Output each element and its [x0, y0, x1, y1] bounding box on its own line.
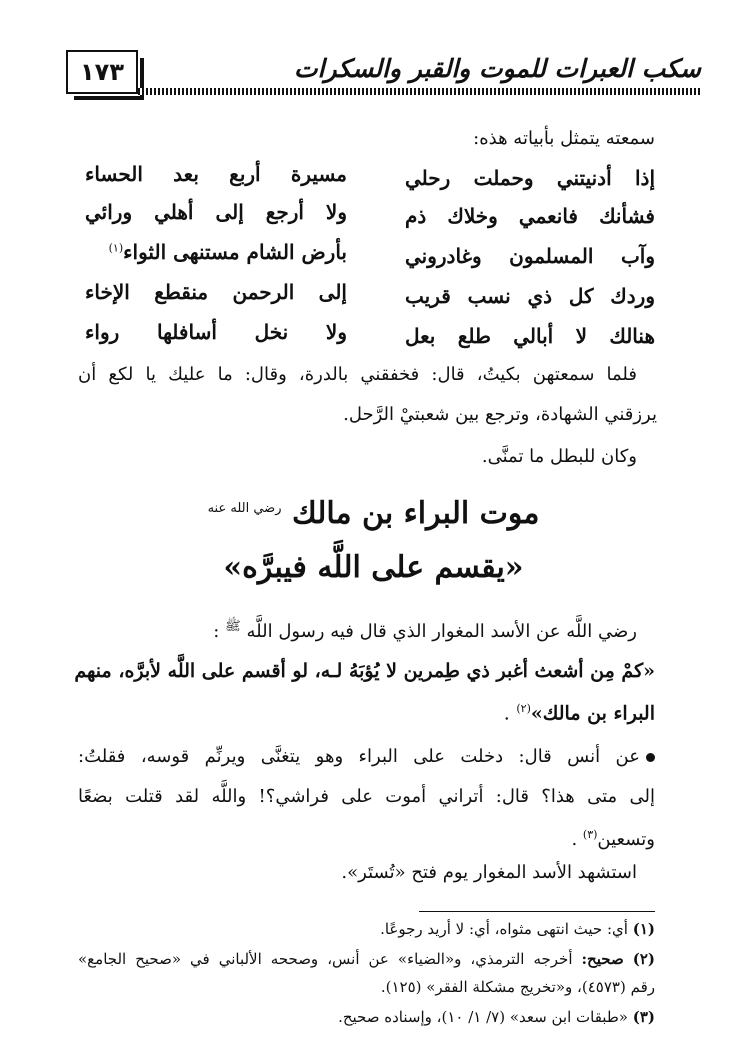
page-header	[66, 44, 701, 102]
page-number: ١٧٣	[66, 50, 138, 94]
hadith-line-2-text: البراء بن مالك»	[530, 702, 655, 725]
salutation-mark: ﷺ	[225, 619, 241, 634]
footnote-ref-3: (٣)	[582, 828, 598, 841]
heading-title: موت البراء بن مالك	[291, 496, 540, 531]
paragraph-4-line-2: إلى متى هذا؟ قال: أتراني أموت على فراشي؟! واللَّه لقد قتلت بضعًا	[78, 786, 655, 807]
hadith-end-mark: .	[503, 702, 510, 725]
bullet-icon	[646, 753, 655, 762]
footnote-1-text: أي: حيث انتهى مثواه، أي: لا أريد رجوعًا.	[380, 920, 628, 938]
verse-3-left-text: بأرض الشام مستنهى الثواء	[123, 240, 347, 264]
verse-4-left: إلى الرحمن منقطع الإخاء	[85, 280, 347, 304]
footnote-2-label: صحيح:	[581, 950, 624, 968]
paragraph-4-line-3	[78, 828, 655, 850]
running-title: سكب العبرات للموت والقبر والسكرات	[294, 54, 701, 83]
verse-2-right: فشأنك فانعمي وخلاك ذم	[405, 204, 655, 228]
footnote-2-line-1	[78, 950, 655, 968]
footnote-1-number: (١)	[632, 920, 655, 938]
footnote-divider	[419, 911, 655, 912]
paragraph-3-text: رضي اللَّه عن الأسد المغوار الذي قال فيه رسول اللَّه	[246, 621, 637, 642]
paragraph-5: استشهد الأسد المغوار يوم فتح «تُستَر».	[341, 862, 637, 883]
paragraph-1-line-2: يرزقني الشهادة، وترجع بين شعبتيْ الرَّحل.	[343, 404, 657, 425]
section-subheading: «يقسم على اللَّه فيبرَّه»	[223, 550, 524, 585]
paragraph-3-colon: :	[213, 621, 220, 642]
footnote-3	[78, 1008, 655, 1026]
intro-line: سمعته يتمثل بأبياته هذه:	[473, 128, 655, 149]
hadith-line-2	[78, 702, 655, 724]
verse-2-left: ولا أرجع إلى أهلي ورائي	[85, 200, 347, 224]
verse-4-right: وردك كل ذي نسب قريب	[405, 284, 655, 308]
footnote-2-text: أخرجه الترمذي، و«الضياء» عن أنس، وصححه الألباني في «صحيح الجامع»	[78, 950, 573, 968]
footnote-3-text: «طبقات ابن سعد» (٧/ ١/ ١٠)، وإسناده صحيح.	[338, 1008, 628, 1026]
verse-5-left: ولا نخل أسافلها رواء	[85, 320, 347, 344]
paragraph-4-line-3-text: وتسعين	[597, 829, 655, 850]
paragraph-1-line-1: فلما سمعتهن بكيتُ، قال: فخفقني بالدرة، وقال: ما عليك يا لكع أن	[78, 364, 637, 385]
paragraph-4-line-1-text: عن أنس قال: دخلت على البراء وهو يتغنَّى ويرنِّم قوسه، فقلتُ:	[78, 746, 640, 767]
verse-3-left	[85, 240, 347, 264]
verse-1-left: مسيرة أربع بعد الحساء	[85, 162, 347, 186]
footnote-ref-1: (١)	[108, 241, 124, 255]
footnote-1	[78, 920, 655, 938]
honorific-mark: رضي الله عنه	[207, 501, 282, 516]
footnote-ref-2: (٢)	[516, 702, 531, 715]
footnote-2-number: (٢)	[632, 950, 655, 968]
verse-1-right: إذا أدنيتني وحملت رحلي	[405, 166, 655, 190]
paragraph-3	[78, 618, 637, 642]
verse-3-right: وآب المسلمون وغادروني	[405, 244, 655, 268]
footnote-2-line-2: رقم (٤٥٧٣)، و«تخريج مشكلة الفقر» (١٢٥).	[380, 978, 655, 996]
hadith-line-1: «كمْ مِن أشعث أغبر ذي طِمرين لا يُؤبَهُ لـه، لو أقسم على اللَّه لأبرَّه، منهم	[74, 660, 655, 682]
paragraph-4-end-mark: .	[571, 829, 578, 850]
paragraph-2: وكان للبطل ما تمنَّى.	[481, 446, 637, 467]
paragraph-4-line-1	[78, 746, 655, 767]
footnote-3-number: (٣)	[632, 1008, 655, 1026]
verse-5-right: هنالك لا أبالي طلع بعل	[405, 324, 655, 348]
section-heading	[0, 496, 747, 531]
header-divider	[138, 88, 701, 95]
